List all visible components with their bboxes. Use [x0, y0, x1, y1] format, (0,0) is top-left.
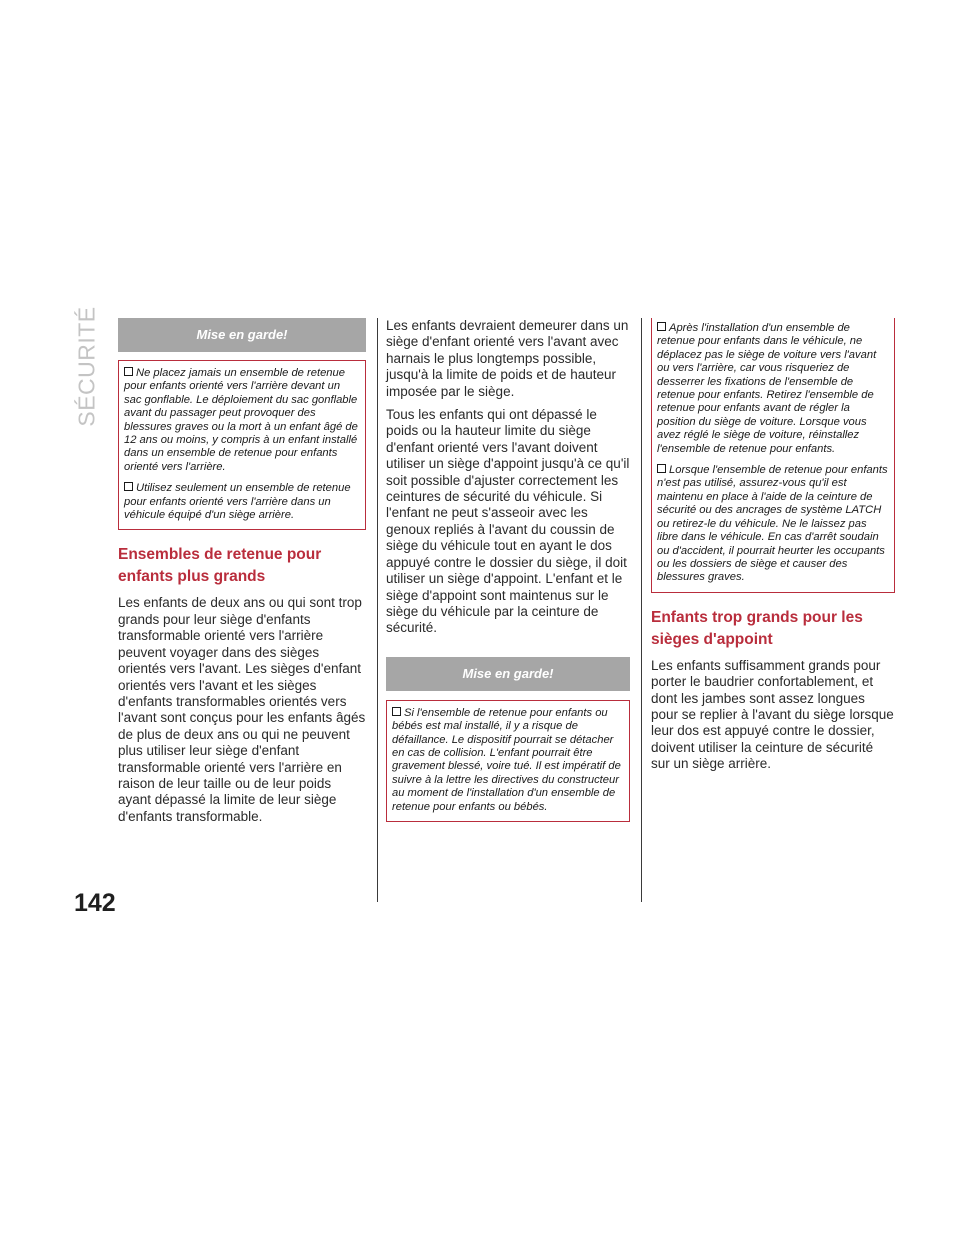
column-divider: [377, 318, 378, 902]
checkbox-bullet-icon: [124, 482, 133, 491]
checkbox-bullet-icon: [657, 322, 666, 331]
warning-title: Mise en garde!: [462, 665, 554, 681]
section-tab-label: SÉCURITÉ: [73, 305, 100, 427]
checkbox-bullet-icon: [657, 464, 666, 473]
warning-item: Après l'installation d'un ensemble de retenue pour enfants dans le véhicule, ne déplacez pas le siège de voiture vers l'avant ou vers l'arrière, car vous risqueriez de desserrer les fixations de l'ensemble de retenue pour enfants. Retirez l'ensemble de retenue pour enfants avant de régler la position du siège de voiture. Lorsque vous avez réglé le siège de voiture, réinstallez l'ensemble de retenue pour enfants.: [657, 322, 877, 455]
warning-item: Ne placez jamais un ensemble de retenue pour enfants orienté vers l'arrière devant un sac gonflable. Le déploiement du sac gonflable avant du passager peut provoquer des blessures graves ou la mort à un enfant âgé de 12 ans ou moins, y compris à un enfant installé dans un ensemble de retenue pour enfants orienté vers l'arrière.: [124, 367, 358, 473]
body-paragraph: Les enfants suffisamment grands pour porter le baudrier confortablement, et dont les jambes sont assez longues pour se replier à l'avant du siège lorsque leur dos est appuyé contre le dossier, doivent utiliser la ceinture de sécurité sur un siège arrière.: [651, 657, 894, 772]
warning-item: Lorsque l'ensemble de retenue pour enfants n'est pas utilisé, assurez-vous qu'il est maintenu en place à l'aide de la ceinture de sécurité ou des ancrages de système LATCH ou retirez-le du véhicule. Ne le laissez pas libre dans le véhicule. En cas d'arrêt soudain ou d'accident, il pourrait heurter les occupants ou les dossiers de siège et causer des blessures graves.: [657, 464, 888, 584]
warning-title: Mise en garde!: [196, 327, 288, 342]
section-heading: Enfants trop grands pour les sièges d'appoint: [651, 608, 863, 648]
warning-item: Utilisez seulement un ensemble de retenue pour enfants orienté vers l'arrière dans un véhicule équipé d'un siège arrière.: [124, 482, 351, 522]
body-paragraph: Les enfants de deux ans ou qui sont trop grands pour leur siège d'enfants transformable orienté vers l'arrière peuvent voyager dans des sièges orientés vers l'avant. Les sièges d'enfant orientés vers l'avant et les sièges d'enfants transformables orientés vers l'avant sont conçus pour les enfants âgés de plus de deux ans ou qui ne peuvent plus utiliser leur siège d'enfant transformable orienté vers l'arrière en raison de leur taille ou de leur poids ayant dépassé la limite de leur siège d'enfants transformable.: [118, 595, 366, 824]
column-right: [651, 318, 895, 773]
section-tab: [72, 305, 102, 427]
page-number: 142: [74, 889, 116, 917]
checkbox-bullet-icon: [392, 707, 401, 716]
column-left: [118, 318, 366, 825]
body-paragraph: Les enfants devraient demeurer dans un siège d'enfant orienté vers l'avant avec harnais le plus longtemps possible, jusqu'à la limite de poids et de hauteur imposée par le siège.: [386, 318, 629, 399]
warning-box-continued: [651, 318, 895, 593]
section-heading: Ensembles de retenue pour enfants plus grands: [118, 546, 322, 586]
warning-item: Si l'ensemble de retenue pour enfants ou bébés est mal installé, il y a risque de défaillance. Le dispositif pourrait se détacher en cas de collision. L'enfant pourrait être gravement blessé, voire tué. Il est impératif de suivre à la lettre les directives du constructeur au moment de l'installation d'un ensemble de retenue pour enfants ou bébés.: [392, 706, 621, 813]
warning-box: [118, 360, 366, 530]
warning-header: [386, 657, 630, 691]
checkbox-bullet-icon: [124, 367, 133, 376]
column-middle: [386, 318, 630, 822]
body-paragraph: Tous les enfants qui ont dépassé le poids ou la hauteur limite du siège d'enfant orienté vers l'avant doivent utiliser un siège d'appoint jusqu'à ce qu'il soit possible d'ajuster correctement les ceintures de sécurité du véhicule. Si l'enfant ne peut s'asseoir avec les genoux repliés à l'avant du coussin de siège du véhicule tout en ayant le dos appuyé contre le dossier du siège, il doit utiliser un siège d'appoint. L'enfant et le siège d'appoint sont maintenus sur le siège du véhicule par la ceinture de sécurité.: [386, 407, 630, 636]
warning-header: [118, 318, 366, 352]
warning-box: [386, 700, 630, 822]
column-divider: [641, 318, 642, 902]
